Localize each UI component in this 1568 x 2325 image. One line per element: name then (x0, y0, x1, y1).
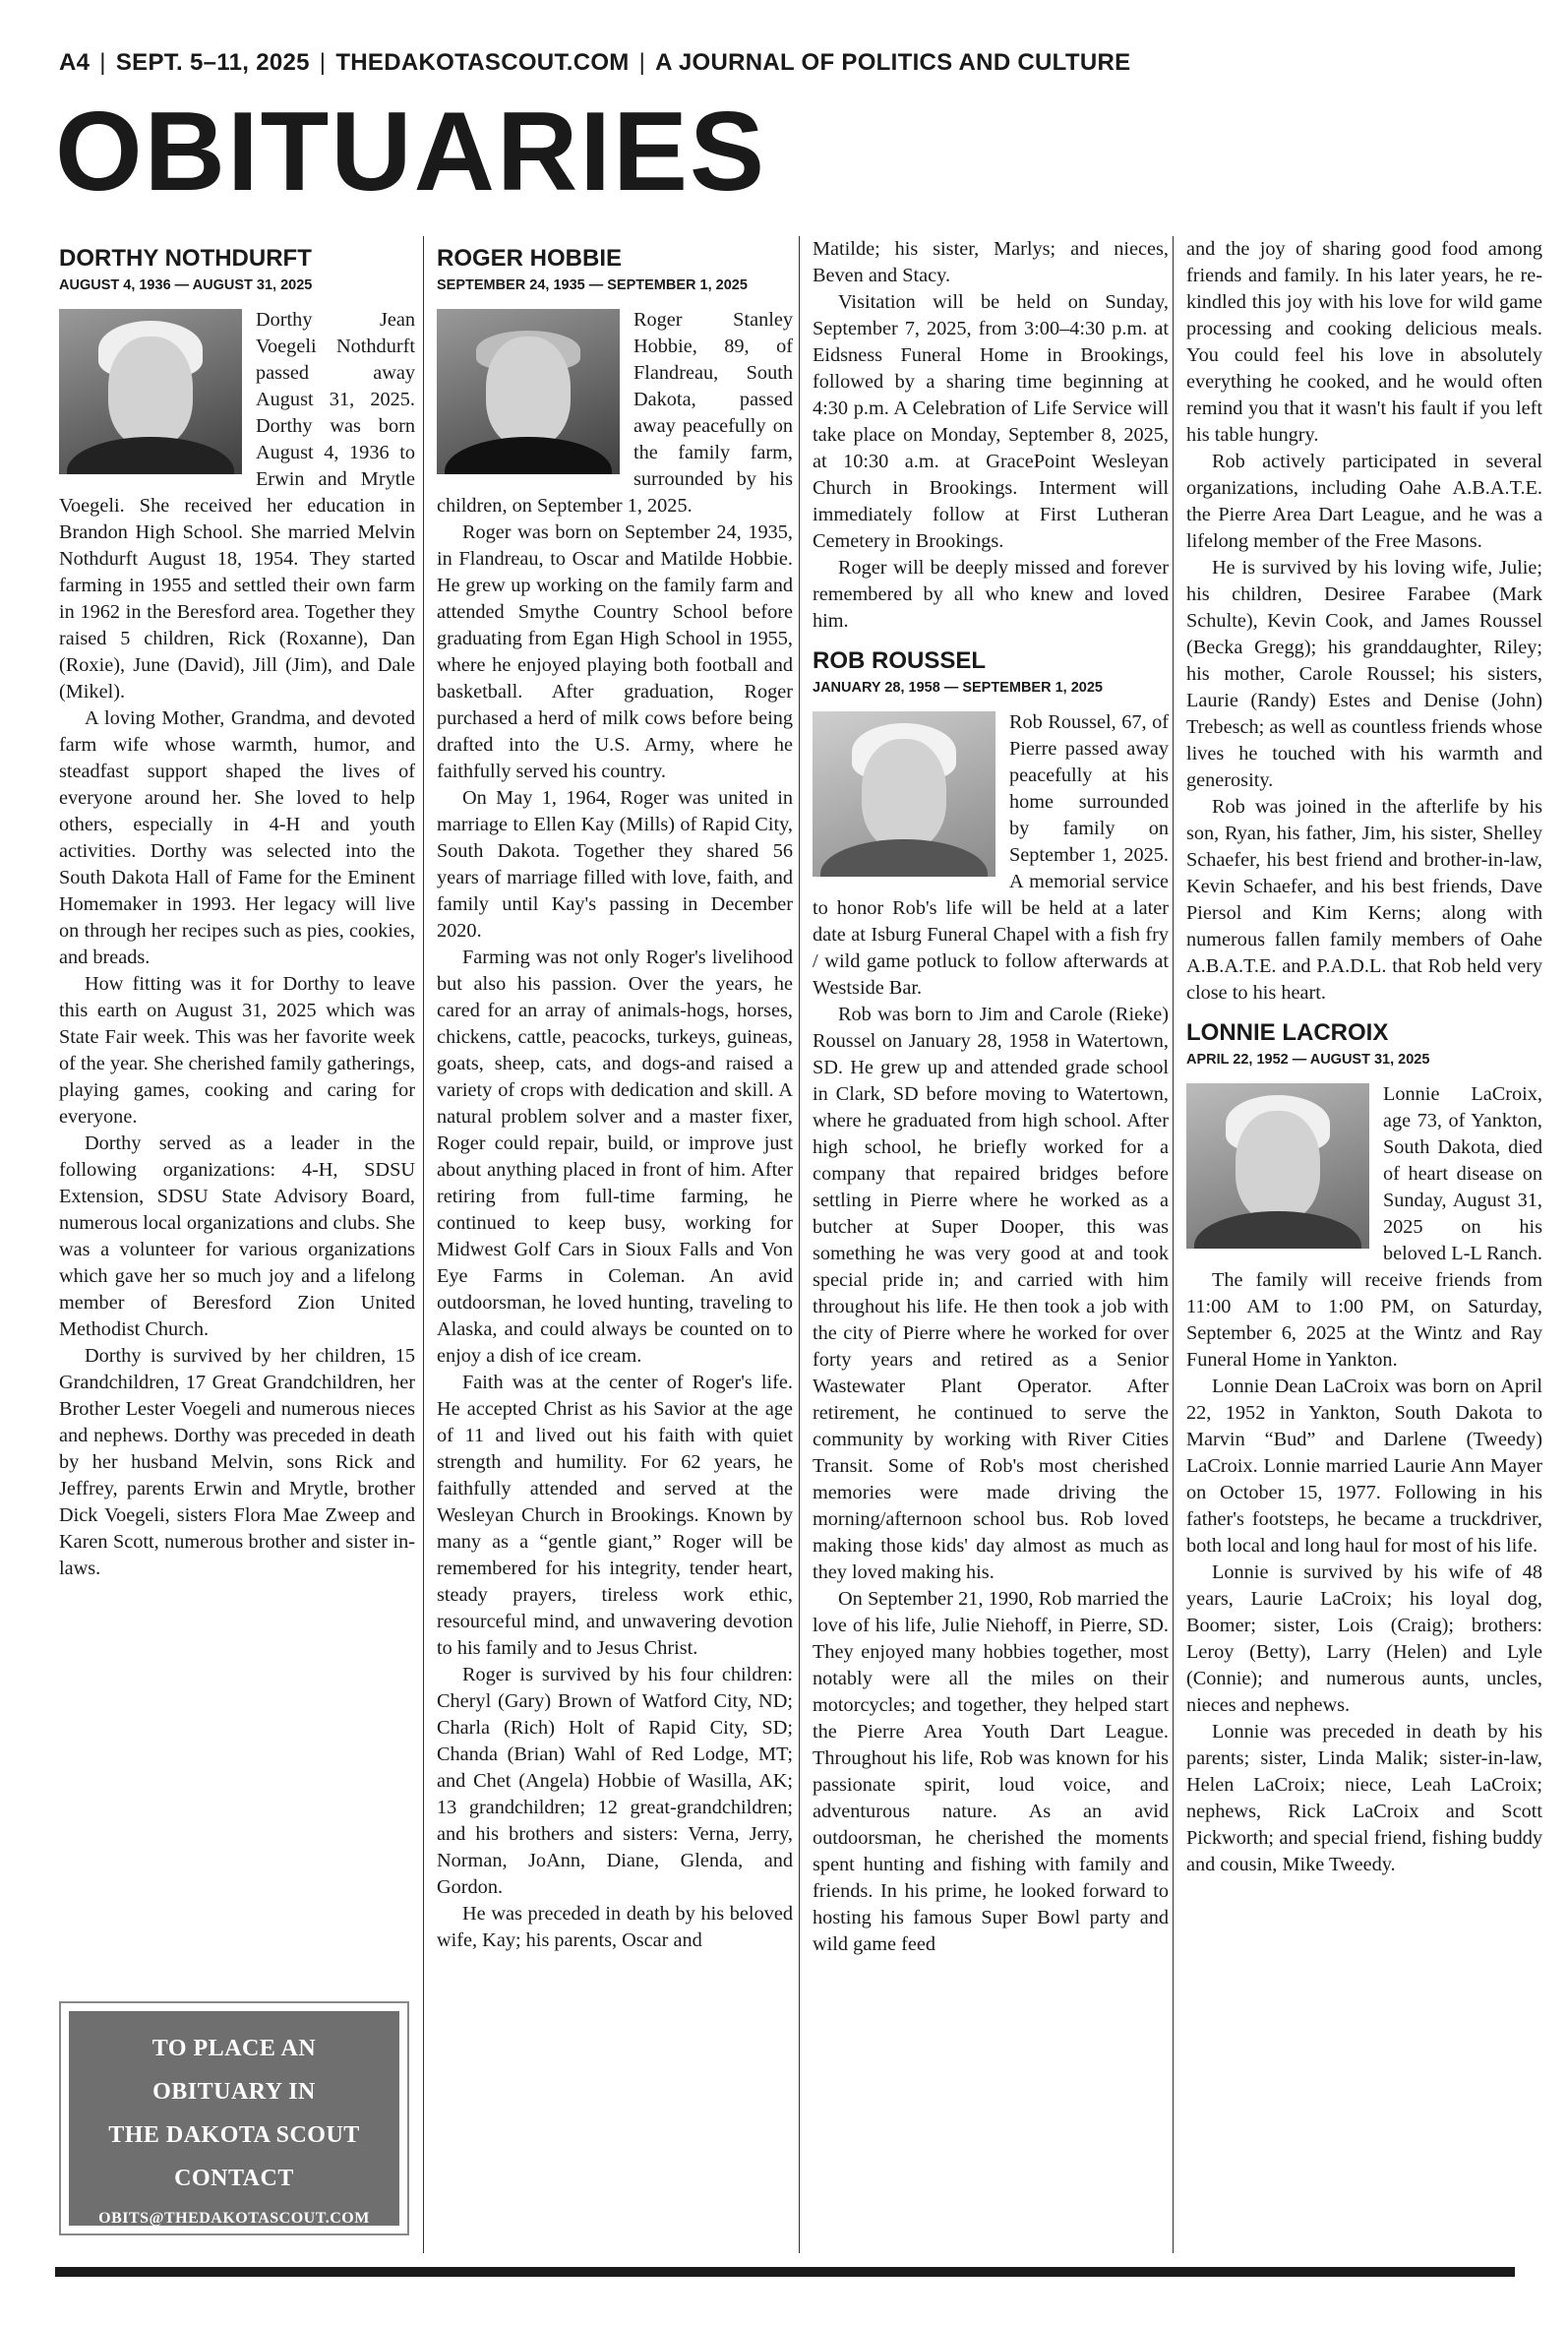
obituary-promo-box (59, 2001, 409, 2235)
promo-line: THE DAKOTA SCOUT (108, 2122, 360, 2148)
portrait-photo-roger (437, 309, 620, 474)
obit-paragraph: Roger will be deeply missed and forever remembered by all who knew and loved him. (813, 557, 1169, 632)
obit-name: LONNIE LACROIX (1186, 1019, 1389, 1046)
obit-paragraph: Lonnie is survived by his wife of 48 years, Laurie LaCroix; his loyal dog, Boomer; sister, Lois (Craig); brothers: Leroy (Betty), Larry (Helen) and Lyle (Connie); and numerous aunts, uncles, nieces and nephews. (1186, 1561, 1542, 1716)
section-title: OBITUARIES (55, 90, 767, 214)
column-divider (799, 236, 800, 2253)
tagline: A JOURNAL OF POLITICS AND CULTURE (655, 49, 1131, 76)
obit-paragraph: Dorthy served as a leader in the following organizations: 4-H, SDSU Extension, SDSU State Advisory Board, numerous local organizations and clubs. She was a volunteer for various organizations which gave her so much joy and a lifelong member of Beresford Zion United Methodist Church. (59, 1132, 415, 1340)
obit-paragraph: Dorthy is survived by her children, 15 Grandchildren, 17 Great Grandchildren, her Brother Lester Voegeli and numerous nieces and nephews. Dorthy was preceded in death by her husband Melvin, sons Rick and Jeffrey, parents Erwin and Mrytle, brother Dick Voegeli, sisters Flora Mae Zweep and Karen Scott, numerous brother and sister in-laws. (59, 1345, 415, 1579)
obit-paragraph: Visitation will be held on Sunday, September 7, 2025, from 3:00–4:30 p.m. at Eidsness Funeral Home in Brookings, followed by a sharing time beginning at 4:30 p.m. A Celebration of Life Service will take place on Monday, September 8, 2025, at 10:30 a.m. at GracePoint Wesleyan Church in Brookings. Interment will immediately follow at First Lutheran Cemetery in Brookings. (813, 291, 1169, 552)
column-3 (813, 236, 1169, 1958)
obit-paragraph: On September 21, 1990, Rob married the love of his life, Julie Niehoff, in Pierre, SD. They enjoyed many hobbies together, most notably were all the miles on their motorcycles; and together, they helped start the Pierre Area Youth Dart League. Throughout his life, Rob was known for his passionate spirit, loud voice, and adventurous nature. As an avid outdoorsman, he cherished the moments spent hunting and fishing with family and friends. In his prime, he looked forward to hosting his famous Super Bowl party and wild game feed (813, 1588, 1169, 1955)
obit-paragraph: Rob Roussel, 67, of Pierre passed away peacefully at his home surrounded by family on September 1, 2025. A memorial service to honor Rob's life will be held at a later date at Isburg Funeral Chapel with a fish fry / wild game potluck to follow afterwards at Westside Bar. (813, 711, 1169, 999)
obit-paragraph: Rob actively participated in several organizations, including Oahe A.B.A.T.E. the Pierre Area Dart League, and he was a lifelong member of the Free Masons. (1186, 451, 1542, 552)
portrait-photo-rob (813, 711, 995, 877)
obit-name: ROGER HOBBIE (437, 245, 623, 272)
obit-paragraph: He was preceded in death by his beloved wife, Kay; his parents, Oscar and (437, 1903, 793, 1951)
obit-paragraph: Lonnie LaCroix, age 73, of Yankton, South Dakota, died of heart disease on Sunday, August 31, 2025 on his beloved L-L Ranch. (1383, 1083, 1543, 1264)
obit-paragraph: He is survived by his loving wife, Julie; his children, Desiree Farabee (Mark Schulte), Kevin Cook, and James Roussel (Becka Gregg); his granddaughter, Riley; his mother, Carole Roussel; his sisters, Laurie (Randy) Estes and Denise (John) Trebesch; as well as countless friends whose lives he touched with his warmth and generosity. (1186, 557, 1542, 791)
column-divider (1173, 236, 1174, 2253)
column-divider (423, 236, 424, 2253)
obit-paragraph: Farming was not only Roger's livelihood but also his passion. Over the years, he cared for an array of animals-hogs, horses, chickens, cattle, peacocks, turkeys, guineas, goats, sheep, cats, and dogs-and raised a variety of crops with dedication and skill. A natural problem solver and a master fixer, Roger could repair, build, or improve just about anything placed in front of him. After retiring from full-time farming, he continued to keep busy, working for Midwest Golf Cars in Sioux Falls and Von Eye Farms in Coleman. An avid outdoorsman, he loved hunting, traveling to Alaska, and could always be counted on to enjoy a dish of ice cream. (437, 947, 793, 1367)
obit-paragraph: Faith was at the center of Roger's life. He accepted Christ as his Savior at the age of 11 and lived out his faith with quiet strength and humility. For 62 years, he faithfully attended and served at the Wesleyan Church in Brookings. Known by many as a “gentle giant,” Roger will be remembered for his integrity, tender heart, steady prayers, tireless work ethic, resourceful mind, and unwavering devotion to his family and to Jesus Christ. (437, 1372, 793, 1659)
obit-paragraph: Roger was born on September 24, 1935, in Flandreau, to Oscar and Matilde Hobbie. He grew up working on the family farm and attended Smythe Country School before graduating from Egan High School in 1955, where he enjoyed playing both football and basketball. After graduation, Roger purchased a herd of milk cows before being drafted into the U.S. Army, where he faithfully served his country. (437, 521, 793, 782)
site-link[interactable]: THEDAKOTASCOUT.COM (335, 49, 630, 76)
obit-dates: SEPTEMBER 24, 1935 — SEPTEMBER 1, 2025 (437, 277, 748, 293)
bottom-rule (55, 2267, 1515, 2277)
obit-name: ROB ROUSSEL (813, 647, 987, 674)
obit-paragraph: A loving Mother, Grandma, and devoted farm wife whose warmth, humor, and steadfast support shaped the lives of everyone around her. She loved to help others, especially in 4-H and youth activities. Dorthy was selected into the South Dakota Hall of Fame for the Eminent Homemaker in 1993. Her legacy will live on through her recipes such as pies, cookies, and breads. (59, 707, 415, 968)
obit-paragraph: Rob was born to Jim and Carole (Rieke) Roussel on January 28, 1958 in Watertown, SD. He grew up and attended grade school in Clark, SD before moving to Watertown, where he graduated from high school. After high school, he briefly worked for a company that repaired bridges before settling in Pierre where he worked as a butcher at Super Dooper, this was something he was very good at and took special pride in; and carried with him throughout his life. He then took a job with the city of Pierre where he worked for over forty years and retired as a Senior Wastewater Plant Operator. After retirement, he continued to serve the community by working with River Cities Transit. Some of Rob's most cherished memories were made driving the morning/afternoon school bus. Rob loved making those kids' day almost as much as they loved making his. (813, 1004, 1169, 1583)
obit-dates: APRIL 22, 1952 — AUGUST 31, 2025 (1186, 1052, 1430, 1068)
obit-paragraph: On May 1, 1964, Roger was united in marriage to Ellen Kay (Mills) of Rapid City, South Dakota. Together they shared 56 years of marriage filled with love, faith, and family until Kay's passing in December 2020. (437, 787, 793, 942)
portrait-photo-lonnie (1186, 1083, 1369, 1249)
obit-name: DORTHY NOTHDURFT (59, 245, 312, 272)
column-1 (59, 242, 415, 1582)
page-header: A4 | SEPT. 5–11, 2025 | THEDAKOTASCOUT.COM | A JOURNAL OF POLITICS AND CULTURE (59, 49, 1131, 76)
obit-paragraph: Dorthy Jean Voegeli Nothdurft passed away August 31, 2025. Dorthy was born August 4, 1936 to Erwin and Mrytle Voegeli. She received her education in Brandon High School. She married Melvin Nothdurft August 18, 1954. They started farming in 1955 and settled their own farm in 1962 in the Beresford area. Together they raised 5 children, Rick (Roxanne), Dan (Roxie), June (David), Jill (Jim), and Dale (Mikel). (59, 309, 415, 703)
column-2 (437, 242, 793, 1954)
obit-paragraph: Lonnie Dean LaCroix was born on April 22, 1952 in Yankton, South Dakota to Marvin “Bud” and Darlene (Tweedy) LaCroix. Lonnie married Laurie Ann Mayer on October 15, 1977. Following in his father's footsteps, he became a truckdriver, both local and long haul for most of his life. (1186, 1376, 1542, 1557)
obit-paragraph: Roger Stanley Hobbie, 89, of Flandreau, South Dakota, passed away peacefully on the family farm, surrounded by his children, on September 1, 2025. (437, 309, 793, 517)
obit-paragraph: and the joy of sharing good food among friends and family. In his later years, he re-kindled this joy with his love for wild game processing and cooking delicious meals. You could feel his love in absolutely everything he cooked, and he would often remind you that it wasn't his fault if you left his table hungry. (1186, 238, 1542, 446)
page-number: A4 (59, 49, 90, 76)
obit-paragraph: Roger is survived by his four children: Cheryl (Gary) Brown of Watford City, ND; Charla (Rich) Holt of Rapid City, SD; Chanda (Brian) Wahl of Red Lodge, MT; and Chet (Angela) Hobbie of Wasilla, AK; 13 grandchildren; 12 great-grandchildren; and his brothers and sisters: Verna, Jerry, Norman, JoAnn, Diane, Glenda, and Gordon. (437, 1664, 793, 1898)
column-4 (1186, 236, 1542, 1878)
obit-dates: JANUARY 28, 1958 — SEPTEMBER 1, 2025 (813, 680, 1103, 696)
obit-paragraph: Rob was joined in the afterlife by his son, Ryan, his father, Jim, his sister, Shelley Schaefer, his best friend and brother-in-law, Kevin Schaefer, and his best friends, Dave Piersol and Kim Kerns; along with numerous fallen family members of Oahe A.B.A.T.E. and P.A.D.L. that Rob held very close to his heart. (1186, 796, 1542, 1004)
issue-date: SEPT. 5–11, 2025 (115, 49, 310, 76)
obit-paragraph: Lonnie was preceded in death by his parents; sister, Linda Malik; sister-in-law, Helen LaCroix; niece, Leah LaCroix; nephews, Rick LaCroix and Scott Pickworth; and special friend, fishing buddy and cousin, Mike Tweedy. (1186, 1721, 1542, 1875)
promo-line: CONTACT (174, 2166, 294, 2191)
obit-paragraph: How fitting was it for Dorthy to leave this earth on August 31, 2025 which was State Fair week. This was her favorite week of the year. She cherished family gatherings, playing games, cooking and caring for everyone. (59, 973, 415, 1128)
promo-line: TO PLACE AN (151, 2036, 317, 2061)
obit-paragraph: The family will receive friends from 11:00 AM to 1:00 PM, on Saturday, September 6, 2025 at the Wintz and Ray Funeral Home in Yankton. (1186, 1269, 1542, 1371)
portrait-photo-dorthy (59, 309, 242, 474)
promo-line: OBITUARY IN (152, 2079, 316, 2105)
obit-paragraph: Matilde; his sister, Marlys; and nieces, Beven and Stacy. (813, 238, 1169, 286)
promo-email-link[interactable]: OBITS@THEDAKOTASCOUT.COM (98, 2210, 370, 2227)
obit-dates: AUGUST 4, 1936 — AUGUST 31, 2025 (59, 277, 313, 293)
